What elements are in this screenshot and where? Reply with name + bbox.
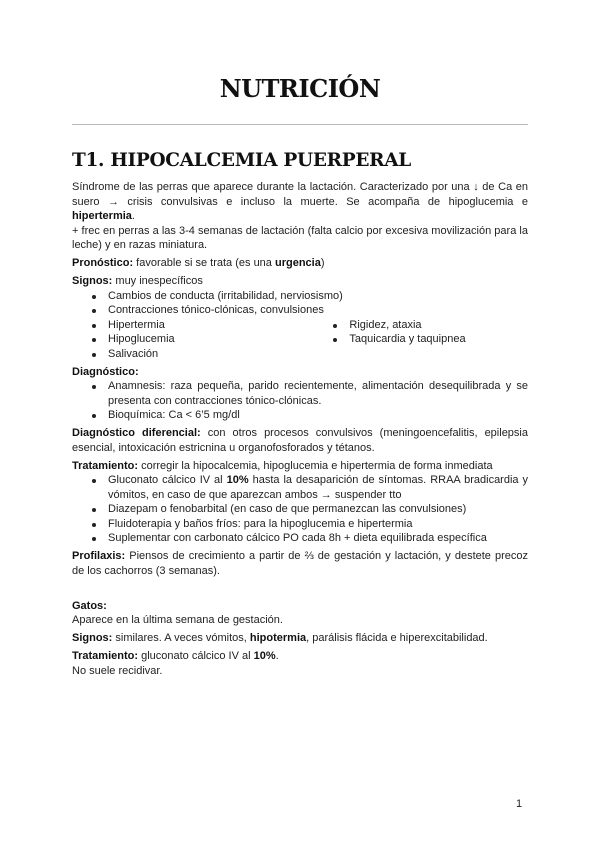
text: con otros procesos convulsivos (meningoencefalitis, epilepsia esencial, intoxicación estricnina u organofosforados y tétanos.: [72, 427, 528, 454]
pronostico-paragraph: [72, 256, 528, 271]
frequency-text: + frec en perras a las 3-4 semanas de lactación (falta calcio por excesiva movilización para la leche) y en razas miniatura.: [72, 224, 528, 251]
text: .: [131, 210, 135, 222]
diferencial-paragraph: [72, 426, 528, 455]
diagnostico-list: [72, 379, 528, 423]
text: corregir la hipocalcemia, hipoglucemia e hipertermia de forma inmediata: [138, 459, 493, 472]
list-item: Diazepam o fenobarbital (en caso de que permanezcan las convulsiones): [108, 502, 528, 517]
bold-text: 10%: [226, 474, 249, 486]
bold-text: hipotermia: [249, 632, 307, 644]
list-item: Hipertermia: [108, 318, 313, 333]
list-item: Taquicardia y taquipnea: [349, 332, 528, 347]
label: Tratamiento:: [72, 650, 139, 662]
signos-col2: [313, 318, 528, 362]
bold-text: 10%: [253, 650, 276, 662]
divider: [72, 124, 528, 125]
text: Gluconato cálcico IV al: [108, 474, 227, 486]
profilaxis-paragraph: [72, 549, 528, 578]
gatos-signos: [72, 631, 528, 646]
label: Profilaxis:: [72, 550, 126, 562]
tratamiento-list: [72, 473, 528, 546]
text: ): [320, 257, 325, 269]
bold-text: hipertermia: [72, 210, 132, 222]
label: Pronóstico:: [72, 257, 134, 269]
list-item: Contracciones tónico-clónicas, convulsiones: [108, 303, 528, 318]
label: Tratamiento:: [72, 459, 139, 472]
bold-text: urgencia: [274, 257, 321, 269]
text: , parálisis flácida e hiperexcitabilidad.: [306, 632, 488, 644]
label: Signos:: [72, 275, 113, 287]
signos-paragraph: [72, 274, 528, 289]
document-body: [72, 180, 528, 678]
section-heading: T1. HIPOCALCEMIA PUERPERAL: [72, 150, 411, 171]
text: hasta la desaparición de síntomas. RRAA bradicardia y vómitos, en caso de que aparezcan ambos → suspender tto: [108, 474, 528, 501]
label: Signos:: [72, 632, 113, 644]
list-item: Bioquímica: Ca < 6’5 mg/dl: [108, 408, 528, 423]
signos-col1: [72, 318, 313, 362]
label: Gatos:: [72, 599, 107, 612]
list-item: Fluidoterapia y baños fríos: para la hipoglucemia e hipertermia: [108, 517, 528, 532]
document-title: NUTRICIÓN: [219, 74, 381, 103]
page-number: 1: [516, 798, 523, 810]
label: Diagnóstico:: [72, 365, 139, 378]
signos-columns: [72, 318, 528, 362]
text: gluconato cálcico IV al: [138, 650, 254, 662]
list-item: Hipoglucemia: [108, 332, 313, 347]
list-item: Cambios de conducta (irritabilidad, nerviosismo): [108, 289, 528, 304]
list-item: Salivación: [108, 347, 313, 362]
list-item: Suplementar con carbonato cálcico PO cada 8h + dieta equilibrada específica: [108, 531, 528, 546]
text: Piensos de crecimiento a partir de ⅔ de gestación y lactación, y destete precoz de los cachorros (3 semanas).: [72, 550, 528, 577]
gatos-heading: [72, 599, 528, 628]
text: similares. A veces vómitos,: [112, 632, 250, 644]
intro-paragraph: [72, 180, 528, 253]
text: Síndrome de las perras que aparece durante la lactación. Caracterizado por una ↓ de Ca en suero → crisis convulsivas e incluso la muerte. Se acompaña de hipoglucemia e: [72, 181, 528, 208]
list-item: Anamnesis: raza pequeña, parido recientemente, alimentación desequilibrada y se presenta con contracciones tónico-clónicas.: [108, 380, 528, 407]
text: Aparece en la última semana de gestación.: [72, 614, 283, 626]
text: No suele recidivar.: [72, 664, 163, 677]
text: favorable si se trata (es una: [133, 257, 275, 269]
list-item: [108, 473, 528, 502]
signos-list: [72, 289, 528, 318]
list-item: Rigidez, ataxia: [349, 318, 528, 333]
tratamiento-paragraph: [72, 459, 528, 474]
text: muy inespecíficos: [112, 275, 203, 287]
label: Diagnóstico diferencial:: [72, 427, 201, 439]
text: .: [275, 650, 279, 662]
gatos-tratamiento: [72, 649, 528, 678]
diagnostico-label: [72, 365, 528, 380]
